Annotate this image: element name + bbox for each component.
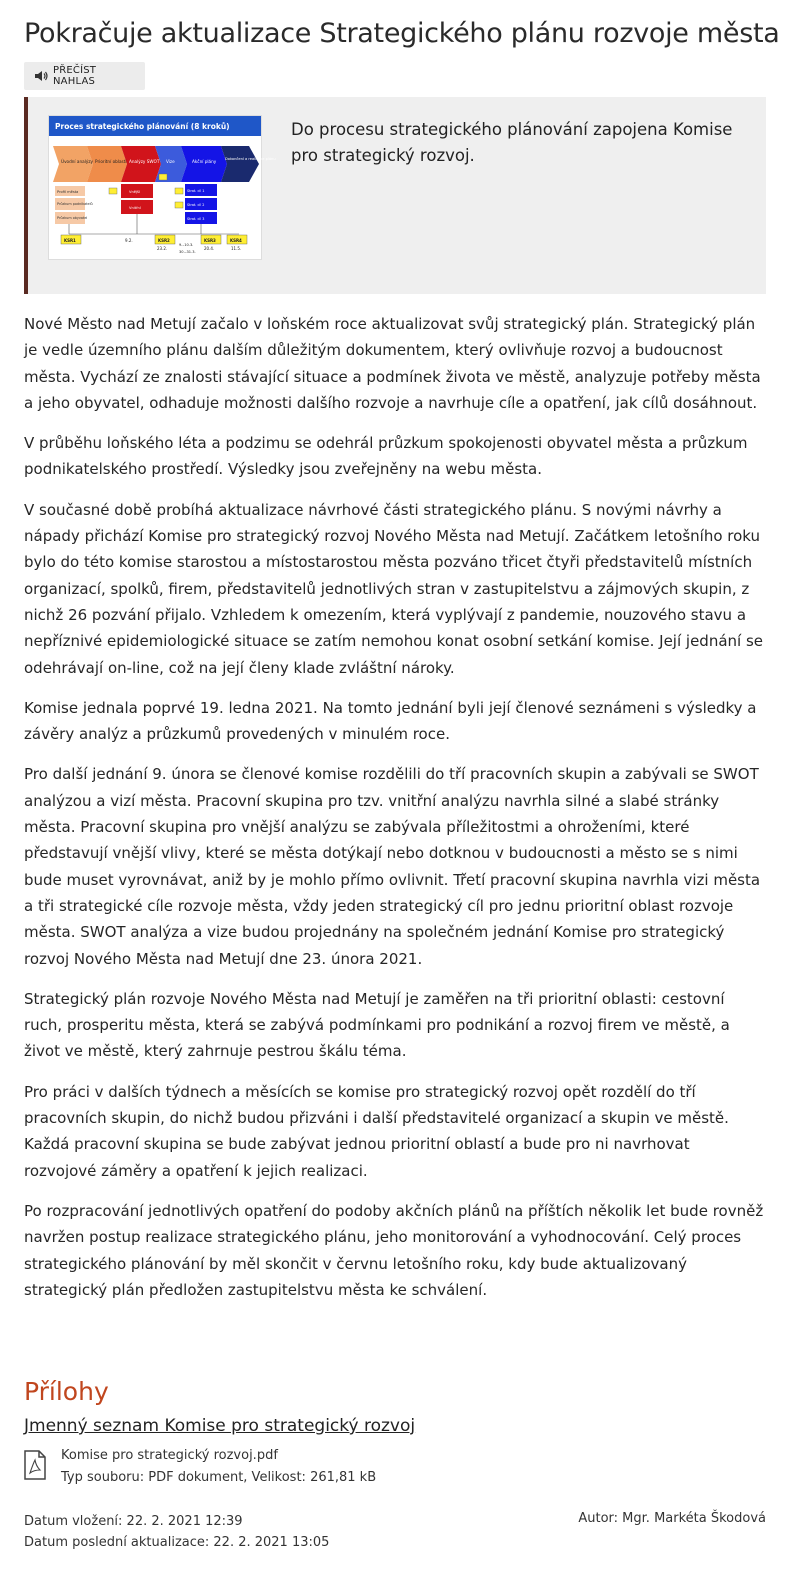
thumb-step-3: Analýzy SWOT [129, 159, 160, 164]
paragraph: Po rozpracování jednotlivých opatření do podoby akčních plánů na příštích několik let bude rovněž navržen postup realizace strategického plánu, jeho monitorování a vyhodnocování. Celý proces strategického plánování by měl skončit v červnu letošního roku, kdy bude aktualizovaný strategický plán předložen zastupitelstvu města ke schválení. [24, 1201, 764, 1299]
read-aloud-button[interactable] [24, 62, 145, 90]
paragraph: Nové Město nad Metují začalo v loňském roce aktualizovat svůj strategický plán. Strategický plán je vedle územního plánu dalším důležitým dokumentem, který ovlivňuje rozvoj a budoucnost města. Vychází ze znalosti stávající situace a podmínek života ve městě, analyzuje potřeby města a jeho obyvatel, odhaduje možnosti dalšího rozvoje a navrhuje cíle a opatření, jak cílů dosáhnout. [24, 315, 761, 412]
paragraph: Pro další jednání 9. února se členové komise rozdělili do tří pracovních skupin a zabývali se SWOT analýzou a vizí města. Pracovní skupina pro tzv. vnitřní analýzu navrhla silné a slabé stránky města. Pracovní skupina pro vnější analýzu se zabývala příležitostmi a ohroženími, které představují vnější vlivy, které se města dotýkají nebo dotknou v budoucnosti a město se s nimi bude muset vyrovnávat, aniž by je mohlo přímo ovlivnit. Třetí pracovní skupina navrhla vizi města a tři strategické cíle rozvoje města, vždy jeden strategický cíl pro jednu prioritní oblast rozvoje města. SWOT analýza a vize budou projednány na společném jednání Komise pro strategický rozvoj Nového Města nad Metují dne 23. února 2021. [24, 765, 761, 968]
thumb-date-3: 9.–10.3. [179, 243, 194, 247]
created-date: Datum vložení: 22. 2. 2021 12:39 [24, 1514, 243, 1529]
thumb-date-4: 30.–31.3. [179, 250, 196, 254]
thumb-step-1: Úvodní analýzy [61, 159, 94, 164]
attachment-file[interactable] [24, 1448, 524, 1492]
attachments-heading: Přílohy [24, 1377, 109, 1406]
thumb-ksr-1: KSR1 [64, 238, 76, 243]
thumb-goal-3: Strat. cíl 3 [187, 217, 205, 221]
speaker-icon [34, 70, 48, 82]
article-dates [24, 1511, 329, 1553]
thumb-ksr-2: KSR2 [158, 238, 170, 243]
article-author: Autor: Mgr. Markéta Škodová [578, 1511, 766, 1526]
thumb-date-6: 11.5. [231, 246, 242, 251]
thumb-step-4: Vize [166, 159, 175, 164]
thumb-side-1: Profil města [57, 190, 79, 194]
perex-text: Do procesu strategického plánování zapojena Komise pro strategický rozvoj. [291, 120, 733, 165]
thumb-step-2: Prioritní oblasti [95, 159, 127, 164]
paragraph: Pro práci v dalších týdnech a měsících se komise pro strategický rozvoj opět rozdělí do tří pracovních skupin, do nichž budou přizváni i další představitelé organizací a skupin ve městě. Každá pracovní skupina se bude zabývat jednou prioritní oblastí a bude pro ni navrhovat rozvojové záměry a opatření k jejich realizaci. [24, 1082, 729, 1180]
thumb-heading: Proces strategického plánování (8 kroků) [55, 122, 230, 131]
thumb-mid-1: Vnější [129, 190, 140, 194]
paragraph: V současné době probíhá aktualizace návrhové části strategického plánu. S novými návrhy a nápady přichází Komise pro strategický rozvoj Nového Města nad Metují. Začátkem letošního roku bylo do této komise starostou a místostarostou města pozváno třicet čtyři představitelů místních organizací, spolků, firem, představitelů jednotlivých stran v zastupitelstvu a zájmových skupin, z nichž 26 pozvání přijalo. Vzhledem k omezením, která vyplývají z pandemie, nouzového stavu a nepříznivé epidemiologické situace se zatím nemohou konat osobní setkání komise. Její jednání se odehrávají on-line, což na její členy klade zvláštní nároky. [24, 500, 763, 677]
thumb-step-6: Dokončení a realizace plánu [225, 157, 276, 161]
paragraph: Strategický plán rozvoje Nového Města nad Metují je zaměřen na tři prioritní oblasti: cestovní ruch, prosperitu města, která se zabývá podmínkami pro podnikání a rozvoj firem ve městě, a život ve městě, který zahrnuje pestrou škálu téma. [24, 989, 730, 1061]
thumb-ksr-4: KSR4 [230, 238, 242, 243]
thumb-goal-2: Strat. cíl 2 [187, 203, 205, 207]
thumb-mid-2: Vnitřní [129, 206, 141, 210]
thumb-ksr-3: KSR3 [204, 238, 216, 243]
pdf-file-icon [24, 1450, 46, 1480]
page-title: Pokračuje aktualizace Strategického plánu rozvoje města [24, 18, 780, 49]
attachment-file-name: Komise pro strategický rozvoj.pdf [61, 1448, 278, 1463]
paragraph: V průběhu loňského léta a podzimu se odehrál průzkum spokojenosti obyvatel města a průzkum podnikatelského prostředí. Výsledky jsou zveřejněny na webu města. [24, 434, 748, 479]
article-body [24, 311, 766, 1317]
thumb-date-2: 23.2. [157, 246, 168, 251]
updated-date: Datum poslední aktualizace: 22. 2. 2021 13:05 [24, 1535, 330, 1550]
process-diagram-image [49, 116, 276, 259]
thumb-date-5: 20.4. [204, 246, 215, 251]
thumb-goal-1: Strat. cíl 1 [187, 189, 205, 193]
read-aloud-label: PŘEČÍST NAHLAS [53, 65, 97, 87]
thumb-date-1: 9.2. [125, 238, 133, 243]
attachment-link[interactable]: Jmenný seznam Komise pro strategický rozvoj [24, 1416, 416, 1436]
perex-box [24, 97, 766, 294]
perex-thumbnail[interactable] [48, 115, 276, 260]
thumb-side-3: Průzkum obyvatel [57, 216, 88, 220]
thumb-side-2: Průzkum podnikatelů [57, 202, 93, 206]
thumb-step-5: Akční plány [192, 159, 217, 164]
attachment-file-meta: Typ souboru: PDF dokument, Velikost: 261,81 kB [61, 1470, 377, 1485]
paragraph: Komise jednala poprvé 19. ledna 2021. Na tomto jednání byli její členové seznámeni s výsledky a závěry analýz a průzkumů provedených v minulém roce. [24, 698, 757, 744]
